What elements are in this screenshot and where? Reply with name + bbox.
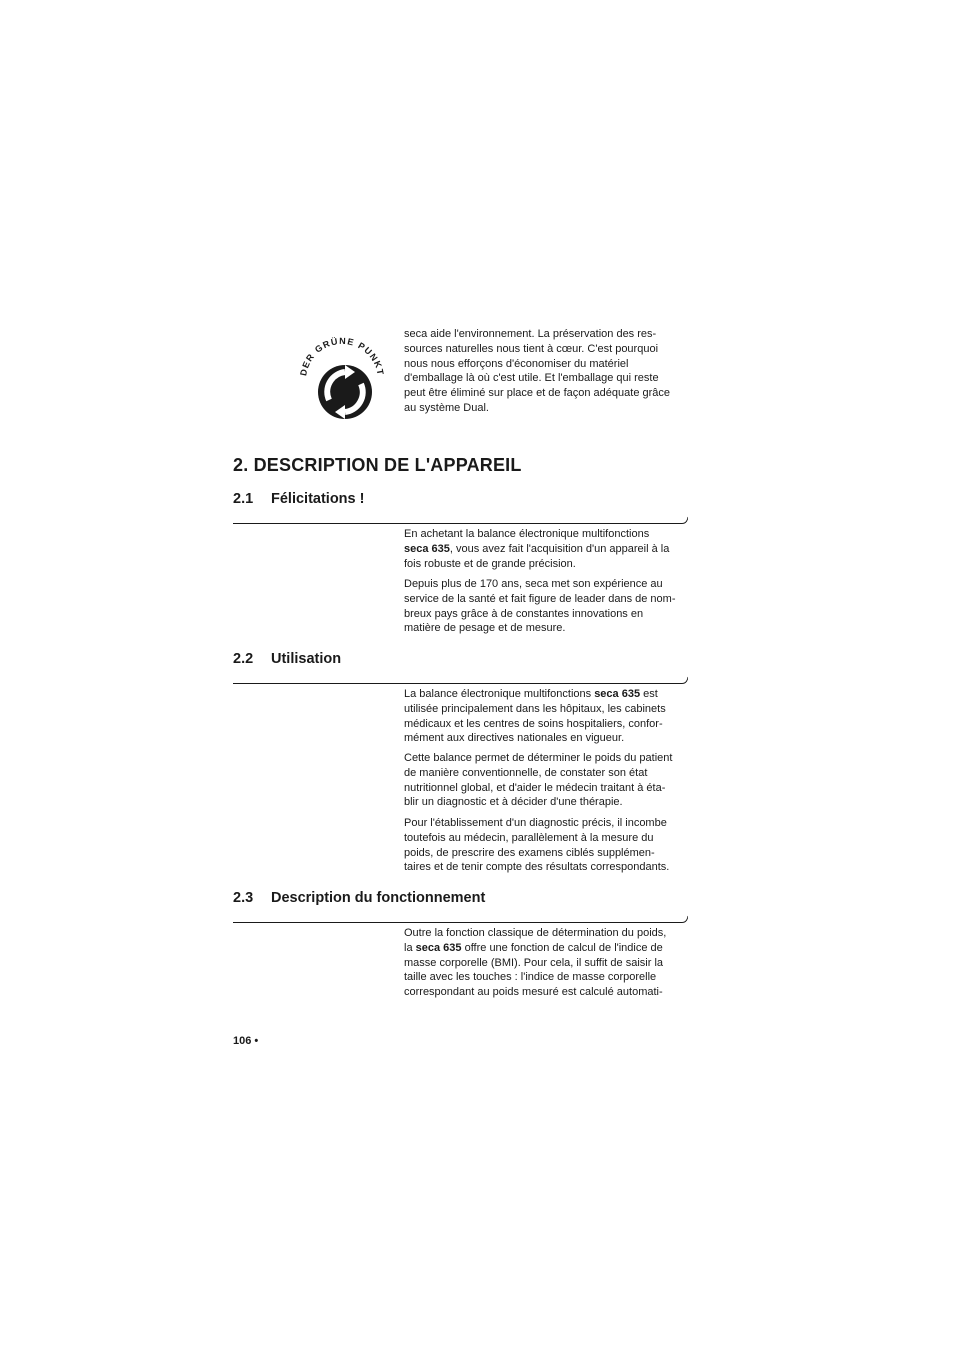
section-title: Félicitations ! [271,491,365,507]
utilisation-paragraph-2: Cette balance permet de déterminer le poids du patient de manière conventionnelle, de constater son état nutritionnel global, et d'aider le médecin traitant à éta- blir un diagnostic et à décider d'une thérapie. [404,752,673,809]
product-name: seca 635 [415,941,462,954]
section-number: 2.3 [233,890,254,906]
section-rule [233,514,688,524]
utilisation-paragraph-3: Pour l'établissement d'un diagnostic précis, il incombe toutefois au médecin, parallèlement à la mesure du poids, de prescrire des examens ciblés supplémen- taires et de tenir compte des résultats correspondants. [404,817,670,874]
page-number: 106 • [233,1035,259,1047]
section-rule [233,674,688,684]
chapter-title: 2. DESCRIPTION DE L'APPAREIL [233,455,522,475]
section-rule [233,913,688,923]
der-gruene-punkt-icon [296,334,388,426]
section-heading-2-3 [233,890,485,906]
section-title: Utilisation [271,651,342,667]
section-number: 2.1 [233,491,254,507]
utilisation-paragraph-1: La balance électronique multifonctions seca 635 est utilisée principalement dans les hôpitaux, les cabinets médicaux et les centres de soins hospitaliers, confor- mément aux directives nationales en vigueur. [404,688,666,745]
section-title: Description du fonctionnement [271,890,486,906]
felicitations-paragraph-1: En achetant la balance électronique multifonctions seca 635, vous avez fait l'acquisition d'un appareil à la fois robuste et de grande précision. [404,528,670,570]
felicitations-paragraph-2: Depuis plus de 170 ans, seca met son expérience au service de la santé et fait figure de leader dans de nom- breux pays grâce à de constantes innovations en matière de pesage et de mesure. [404,578,676,635]
product-name: seca 635 [404,542,450,555]
section-heading-2-2 [233,651,341,667]
product-name: seca 635 [594,688,641,700]
section-number: 2.2 [233,651,254,667]
section-heading-2-1 [233,491,364,507]
logo-text: DER GRÜNE PUNKT [298,335,386,377]
fonctionnement-paragraph-1: Outre la fonction classique de détermination du poids, la seca 635 offre une fonction de calcul de l'indice de masse corporelle (BMI). Pour cela, il suffit de saisir la taille avec les touches : l'indice de masse corporelle correspondant au poids mesuré est calculé automati- [404,927,667,999]
intro-paragraph: seca aide l'environnement. La préservation des res- sources naturelles nous tient à cœur. C'est pourquoi nous nous efforçons d'économiser du matériel d'emballage là où c'est utile. Et l'emballage qui reste peut être éliminé sur place et de façon adéquate grâce au système Dual. [404,328,671,414]
